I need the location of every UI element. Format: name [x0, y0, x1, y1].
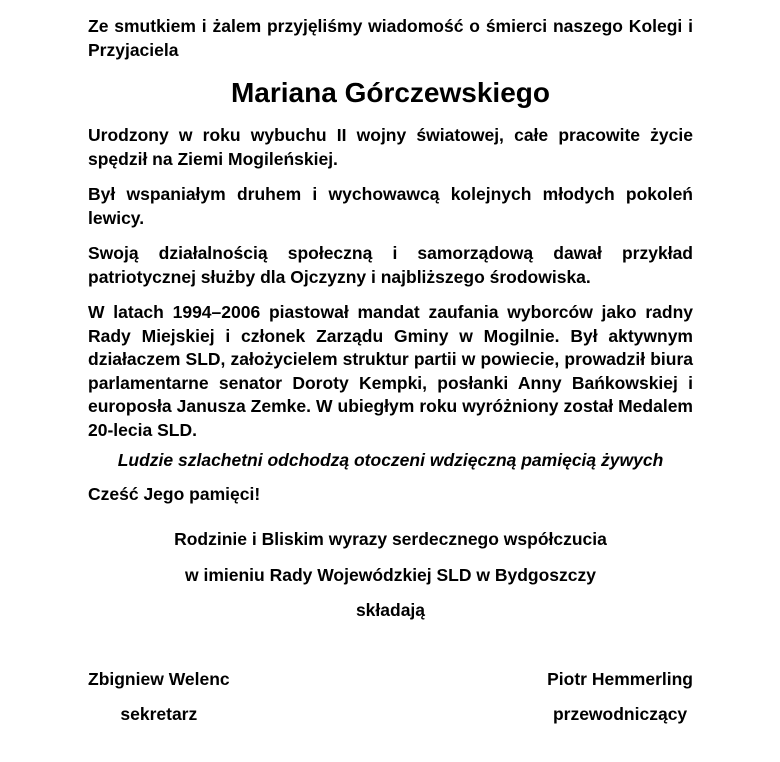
condolence-line-submit: składają [355, 600, 426, 620]
biography-paragraph-birth: Urodzony w roku wybuchu II wojny światowej, całe pracowite życie spędził na Ziemi Mogileńskiej. [88, 125, 693, 169]
condolence-notice [88, 0, 693, 726]
biography-paragraph-mentor: Był wspaniałym druhem i wychowawcą kolejnych młodych pokoleń lewicy. [88, 184, 693, 228]
signature-block [88, 668, 693, 727]
signature-left [88, 668, 230, 727]
intro-paragraph: Ze smutkiem i żalem przyjęliśmy wiadomość o śmierci naszego Kolegi i Przyjaciela [88, 16, 693, 60]
signatory-name-secretary: Zbigniew Welenc [88, 668, 230, 689]
biography-paragraph-service: Swoją działalnością społeczną i samorządową dawał przykład patriotycznej służby dla Ojczyzny i najbliższego środowiska. [88, 243, 693, 287]
signatory-role-secretary: sekretarz [120, 703, 198, 724]
condolence-line-council: w imieniu Rady Wojewódzkiej SLD w Bydgoszczy [184, 564, 596, 585]
biography-paragraph-career: W latach 1994–2006 piastował mandat zaufania wyborców jako radny Rady Miejskiej i członek Zarządu Gminy w Mogilnie. Był aktywnym działaczem SLD, założycielem struktur partii w powiecie, prowadził biura parlamentarne senator Doroty Kempki, posłanki Anny Bańkowskiej i europosła Janusza Zemke. W ubiegłym roku wyróżniony został Medalem 20-lecia SLD. [88, 302, 693, 440]
signatory-role-chairman: przewodniczący [552, 703, 688, 724]
tribute-line: Cześć Jego pamięci! [88, 483, 261, 504]
motto-line: Ludzie szlachetni odchodzą otoczeni wdzięczną pamięcią żywych [117, 450, 664, 470]
deceased-name-heading: Mariana Górczewskiego [230, 77, 550, 108]
signatory-name-chairman: Piotr Hemmerling [547, 668, 693, 689]
signature-right [547, 668, 693, 727]
condolence-line-family: Rodzinie i Bliskim wyrazy serdecznego współczucia [174, 529, 607, 549]
